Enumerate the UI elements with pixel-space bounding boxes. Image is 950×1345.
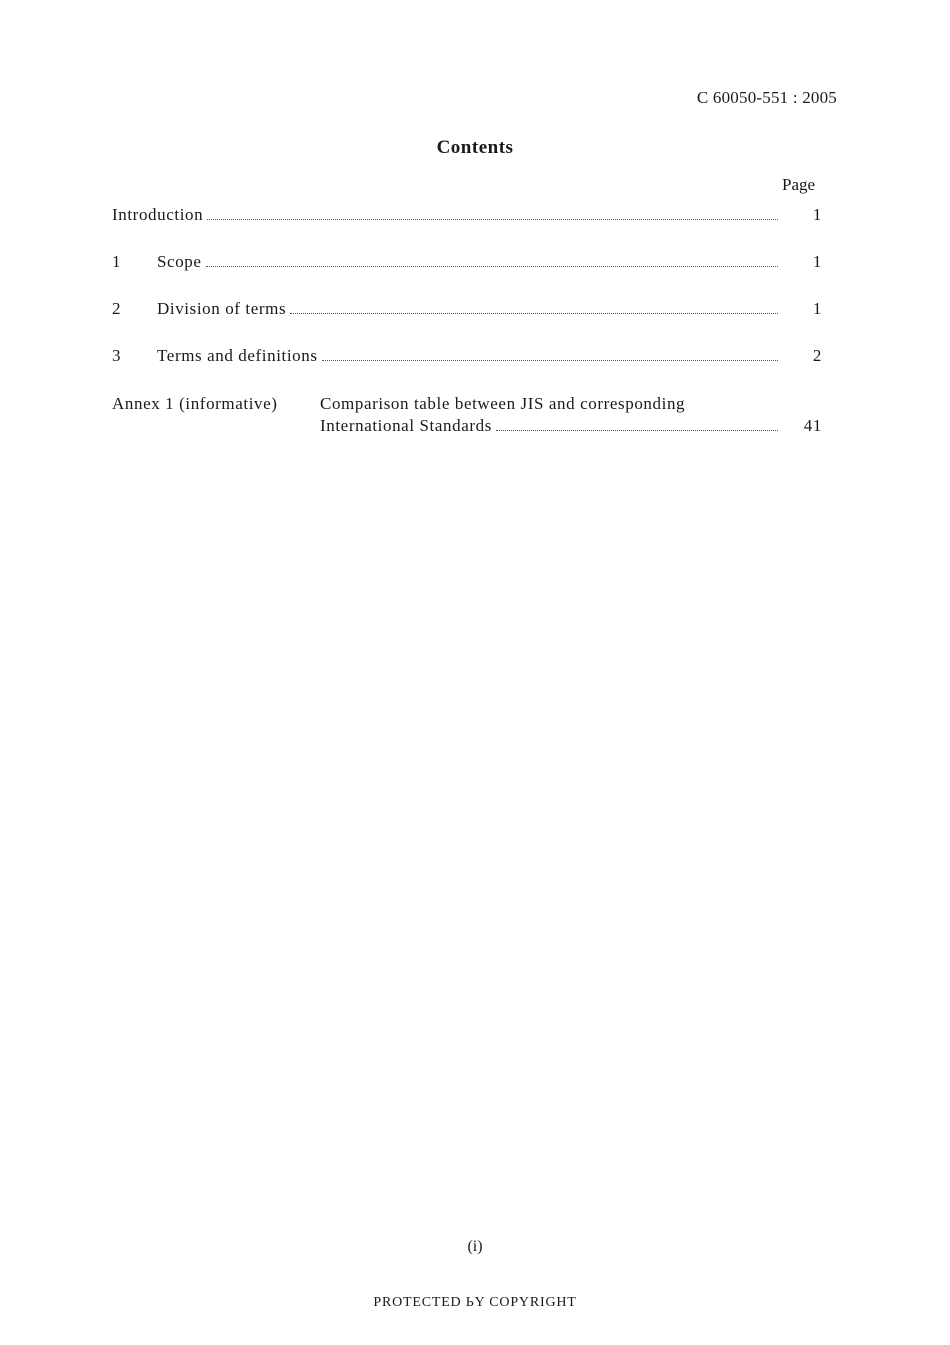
toc-entry-page: 1 xyxy=(812,252,822,271)
toc-entry-number: 2 xyxy=(112,299,122,318)
toc-entry-introduction[interactable] xyxy=(112,205,822,227)
toc-entry-label: Scope xyxy=(157,252,202,271)
document-code: C 60050-551 : 2005 xyxy=(696,88,837,107)
leader-dots xyxy=(322,346,778,361)
toc-entry-label: Division of terms xyxy=(157,299,287,318)
page-folio: (i) xyxy=(467,1238,483,1255)
page-column-label: Page xyxy=(782,175,816,194)
toc-entry-number: 1 xyxy=(112,252,122,271)
toc-entry-division-of-terms[interactable] xyxy=(112,299,822,321)
toc-entry-page: 1 xyxy=(812,205,822,224)
toc-entry-scope[interactable] xyxy=(112,252,822,274)
leader-dots xyxy=(207,205,778,220)
toc-entry-number: 3 xyxy=(112,346,122,365)
toc-entry-page: 1 xyxy=(812,299,822,318)
toc-entry-annex-prefix: Annex 1 (informative) xyxy=(112,394,278,413)
toc-entry-page: 41 xyxy=(803,416,822,435)
leader-dots xyxy=(496,416,778,431)
toc-entry-label: Comparison table between JIS and corresponding xyxy=(320,394,686,413)
toc-entry-label: Terms and definitions xyxy=(157,346,318,365)
toc-entry-page: 2 xyxy=(812,346,822,365)
toc-entry-terms-and-definitions[interactable] xyxy=(112,346,822,368)
toc-entry-annex-1-continued[interactable] xyxy=(112,416,822,438)
leader-dots xyxy=(290,299,778,314)
page-title: Contents xyxy=(436,137,514,158)
leader-dots xyxy=(206,252,778,267)
toc-entry-annex-1[interactable] xyxy=(112,394,822,416)
toc-entry-label: International Standards xyxy=(320,416,492,435)
toc-entry-label: Introduction xyxy=(112,205,204,224)
copyright-notice: PROTECTED ЬY COPYRIGHT xyxy=(373,1295,577,1310)
